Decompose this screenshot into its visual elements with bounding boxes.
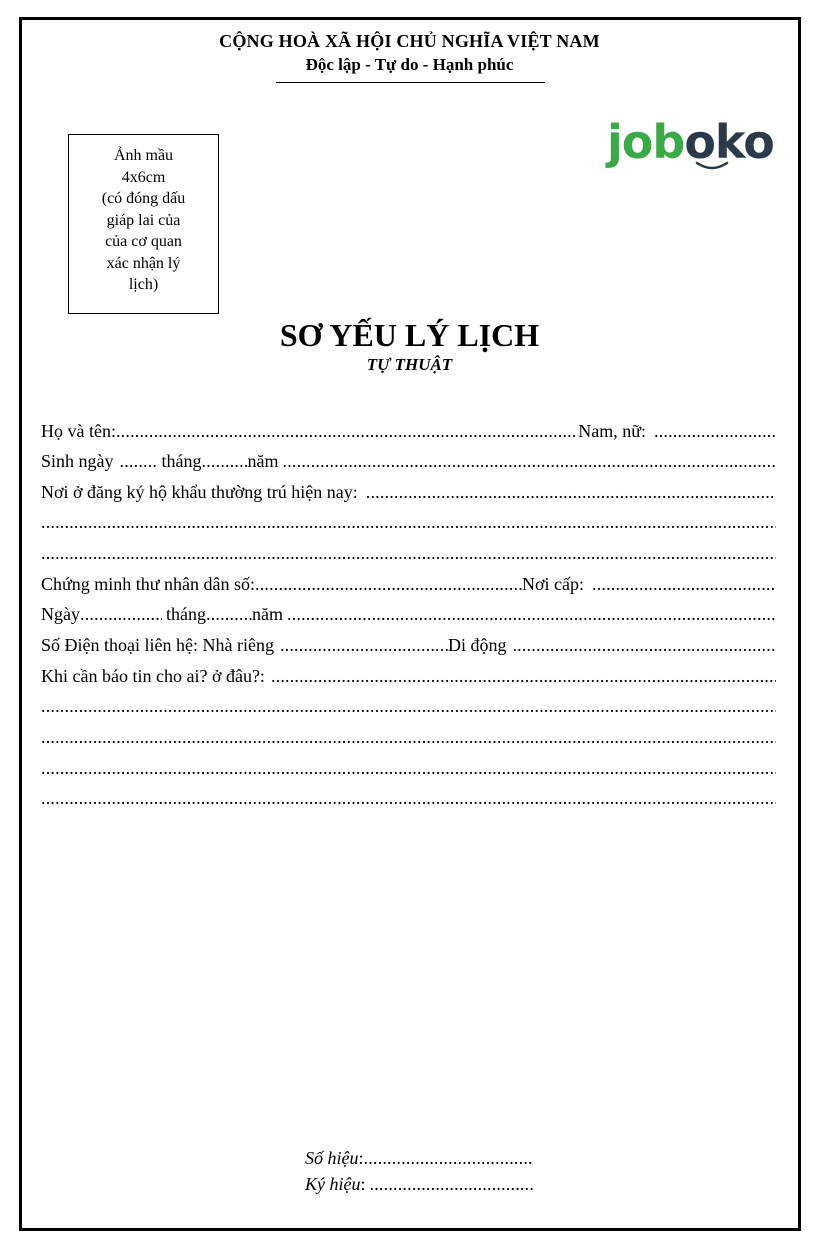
number-label: Số hiệu — [305, 1148, 359, 1168]
photo-box-line: (có đóng dấu — [101, 190, 186, 207]
dob-label: Sinh ngày — [41, 451, 114, 471]
national-motto: Độc lập - Tự do - Hạnh phúc — [305, 55, 514, 74]
gender-label: Nam, nữ: — [578, 421, 646, 441]
emergency-contact-input-line-4[interactable] — [41, 758, 776, 779]
home-phone-label: Số Điện thoại liên hệ: Nhà riêng — [41, 635, 274, 655]
field-row-contact — [41, 666, 776, 690]
field-row-residence-cont — [41, 543, 776, 567]
photo-placeholder-box — [68, 134, 219, 314]
field-row-phone — [41, 635, 776, 659]
emergency-contact-label: Khi cần báo tin cho ai? ở đâu?: — [41, 666, 265, 686]
emergency-contact-input-line-3[interactable] — [41, 727, 776, 748]
motto-underline — [276, 82, 545, 83]
issue-year-label: năm — [252, 604, 283, 624]
footer-symbol-row: Ký hiệu : ..... — [305, 1174, 565, 1195]
home-phone-input[interactable] — [280, 635, 448, 656]
photo-box-line: lịch) — [128, 276, 159, 293]
national-title: CỘNG HOÀ XÃ HỘI CHỦ NGHĨA VIỆT NAM — [219, 31, 600, 51]
issued-place-label: Nơi cấp: — [522, 574, 584, 594]
document-title: SƠ YẾU LÝ LỊCH — [279, 317, 540, 353]
dob-month-input[interactable] — [202, 451, 248, 472]
issued-place-input[interactable] — [592, 574, 776, 595]
residence-input[interactable] — [366, 482, 776, 503]
issue-day-input[interactable] — [80, 604, 162, 625]
field-row-id — [41, 574, 776, 598]
dob-month-label: tháng — [161, 451, 202, 471]
logo-text-green: job — [607, 115, 685, 169]
residence-input-line-3[interactable] — [41, 543, 776, 564]
dob-day-input[interactable] — [120, 451, 158, 472]
issue-day-label: Ngày — [41, 604, 80, 624]
photo-box-line: giáp lai của — [106, 211, 181, 229]
symbol-input[interactable] — [370, 1174, 534, 1195]
field-row-contact-cont — [41, 758, 776, 782]
field-row-dob — [41, 451, 776, 475]
photo-box-line: của cơ quan — [105, 233, 182, 250]
emergency-contact-input-line-2[interactable] — [41, 696, 776, 717]
document-subtitle: TỰ THUẬT — [366, 355, 453, 374]
field-row-residence-cont — [41, 512, 776, 536]
field-row-contact-cont — [41, 788, 776, 812]
id-number-input[interactable] — [255, 574, 522, 595]
field-row-contact-cont — [41, 696, 776, 720]
logo-text-dark: oko — [684, 115, 774, 169]
full-name-input[interactable] — [116, 421, 578, 442]
field-row-name — [41, 421, 776, 445]
dob-year-input[interactable] — [283, 451, 776, 472]
field-row-contact-cont — [41, 727, 776, 751]
issue-month-label: tháng — [166, 604, 206, 624]
field-row-issue-date — [41, 604, 776, 628]
photo-box-line: Ảnh mầu — [113, 147, 174, 164]
gender-input[interactable] — [654, 421, 776, 442]
footer-number-row: Số hiệu : ..... — [305, 1148, 565, 1169]
photo-box-line: xác nhận lý — [106, 254, 181, 272]
photo-box-line: 4x6cm — [121, 168, 166, 186]
emergency-contact-input-line-5[interactable] — [41, 788, 776, 809]
dob-year-label: năm — [247, 451, 279, 471]
mobile-input[interactable] — [512, 635, 776, 656]
field-row-residence — [41, 482, 776, 506]
residence-input-line-2[interactable] — [41, 512, 776, 533]
mobile-label: Di động — [447, 635, 507, 655]
issue-year-input[interactable] — [287, 604, 776, 625]
symbol-label: Ký hiệu — [305, 1174, 361, 1194]
joboko-logo — [607, 116, 774, 168]
id-number-label: Chứng minh thư nhân dân số: — [41, 574, 256, 594]
issue-month-input[interactable] — [206, 604, 252, 625]
number-input[interactable] — [364, 1148, 534, 1169]
full-name-label: Họ và tên: — [41, 421, 116, 441]
logo-smile-icon — [694, 160, 730, 174]
emergency-contact-input[interactable] — [271, 666, 776, 687]
residence-label: Nơi ở đăng ký hộ khẩu thường trú hiện nay: — [41, 482, 358, 502]
